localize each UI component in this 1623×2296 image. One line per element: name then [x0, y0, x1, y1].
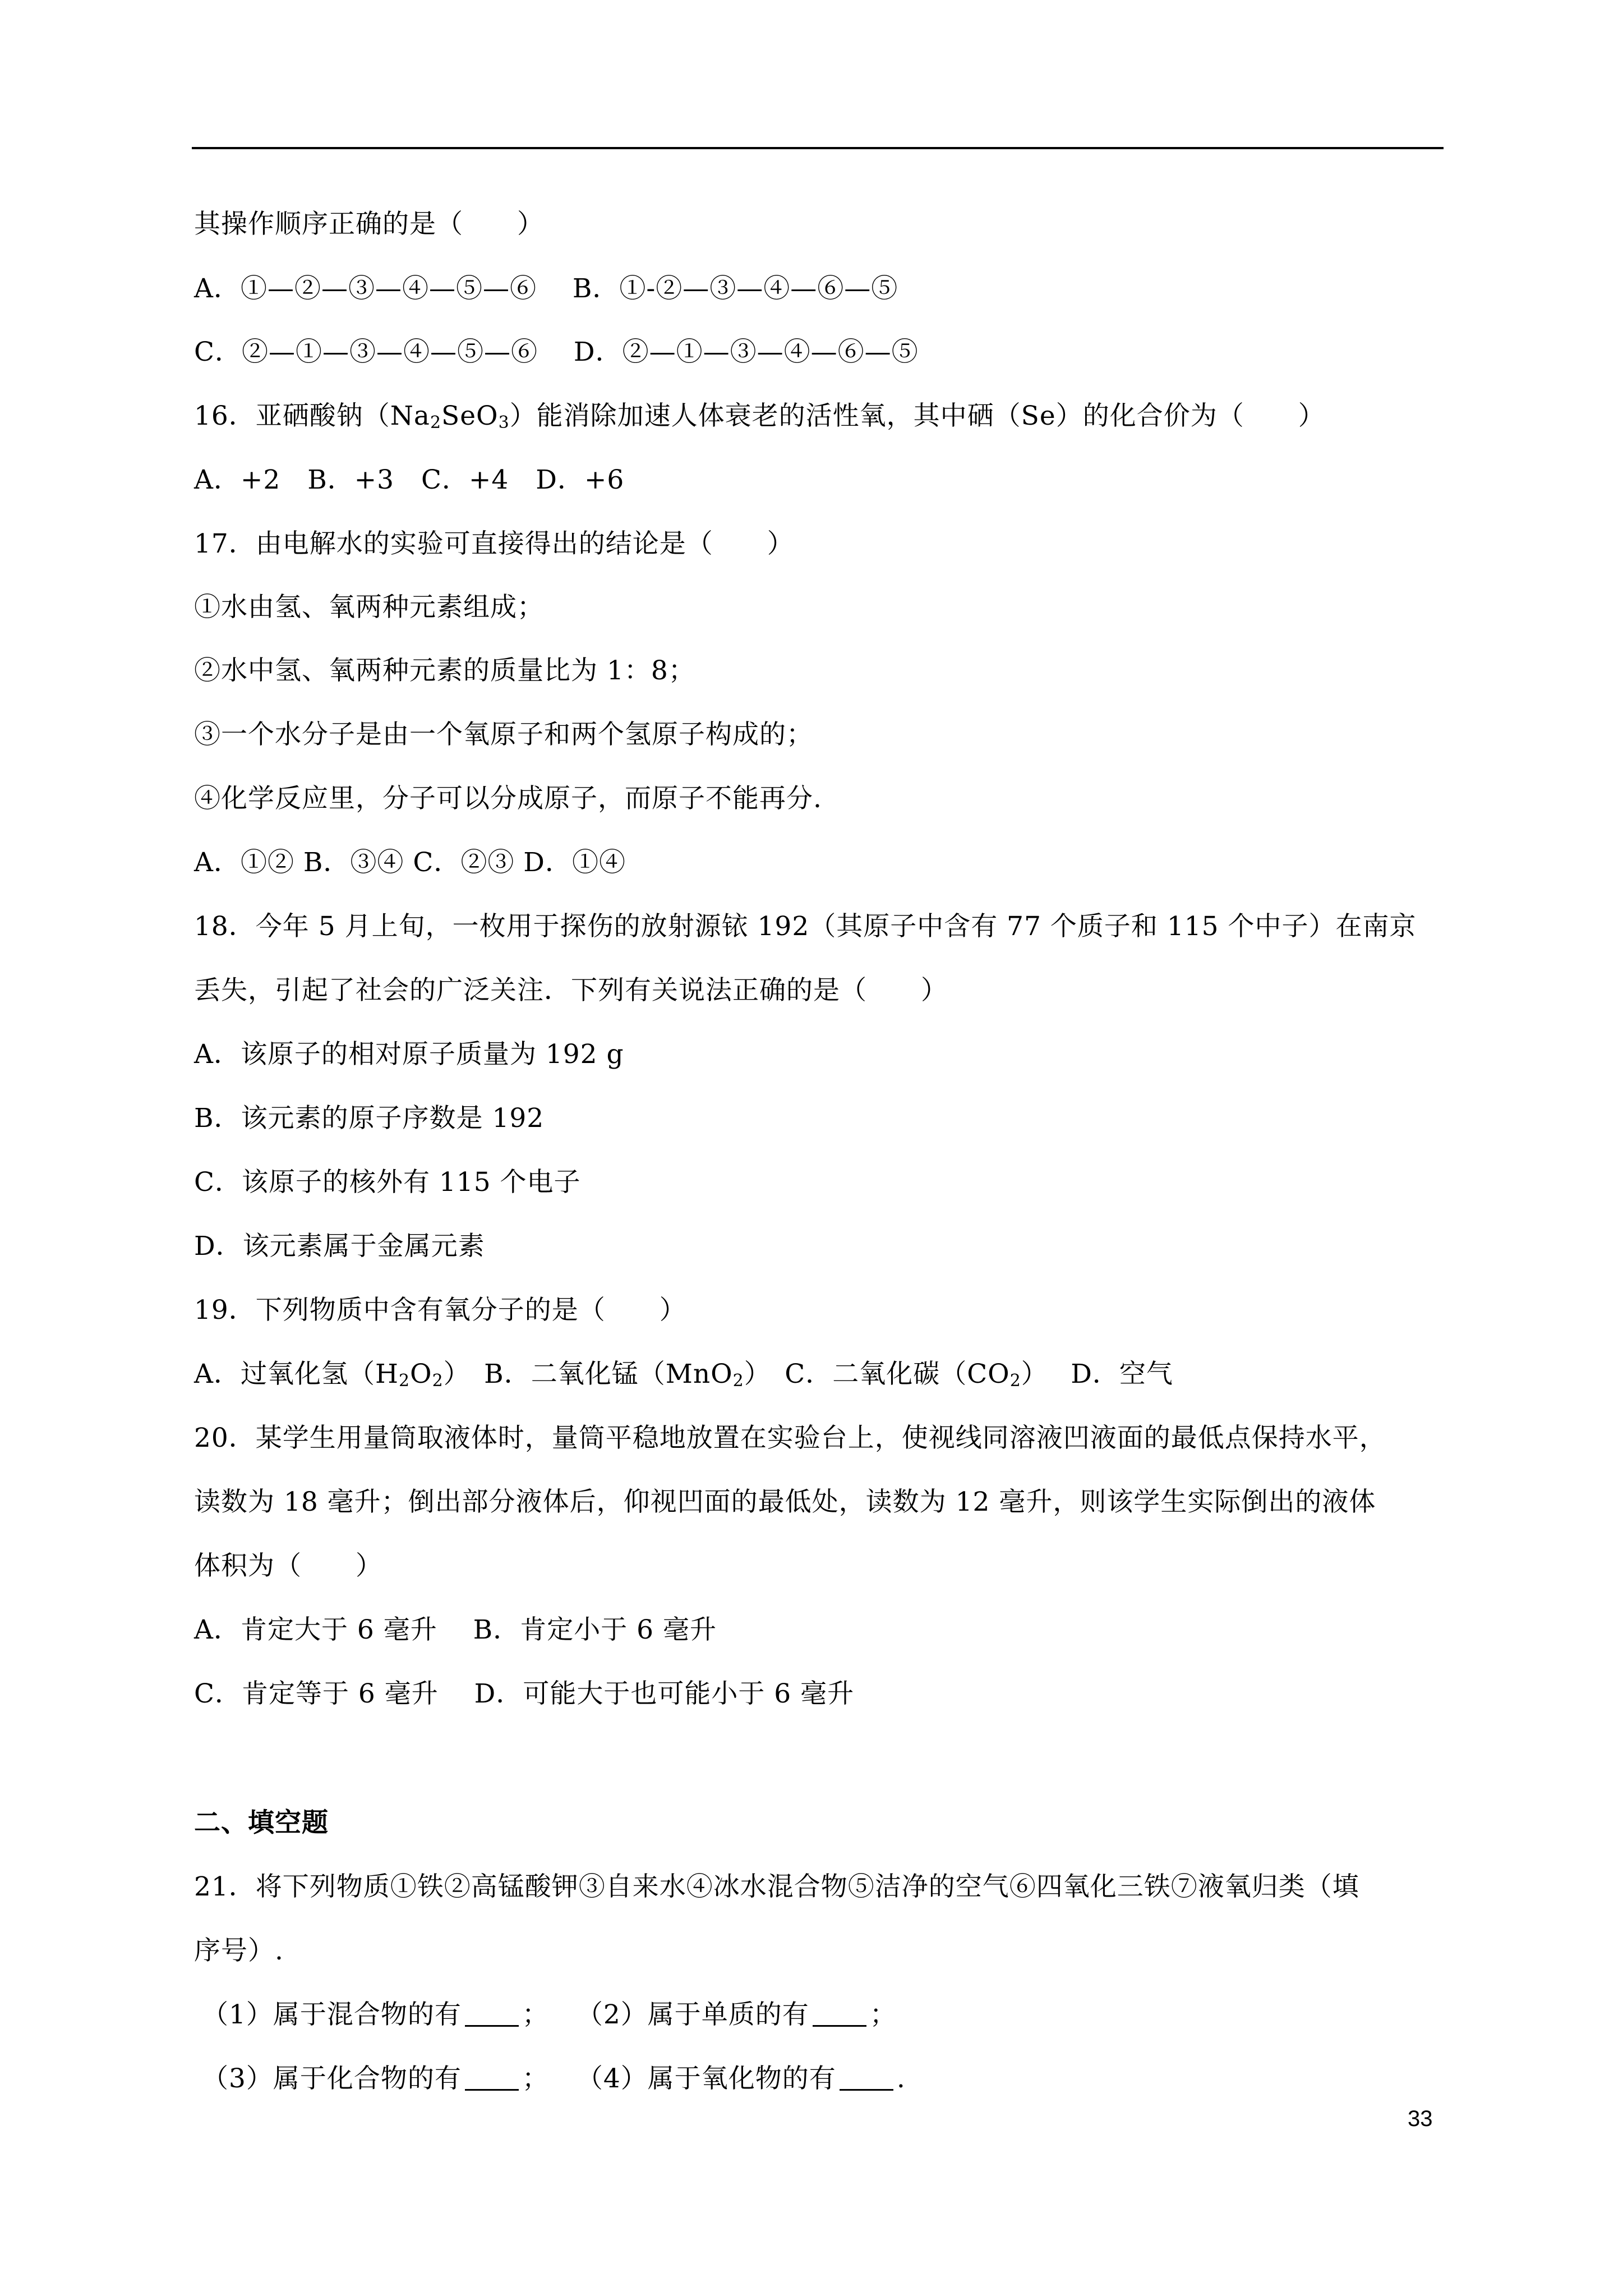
q18-stem-line2: 丢失，引起了社会的广泛关注．下列有关说法正确的是（ ） — [194, 975, 948, 1006]
q18-option-d: D．该元素属于金属元素 — [194, 1231, 485, 1262]
q17-options: A．①② B．③④ C．②③ D．①④ — [194, 847, 626, 878]
q21-parts-3-4: （3）属于化合物的有 ； （4）属于氧化物的有 . — [202, 2063, 906, 2094]
q16-stem: 16．亚硒酸钠$(Na_2SeO_3)$能消除加速人体衰老的活性氧，其中硒（Se）的化合价为（ ） — [194, 401, 1325, 432]
q19-options: A．过氧化氢$(H_2O_2)$ B．二氧化锰（MnO$_2$） C．二氧化碳$(CO_2)$ D．空气 — [194, 1359, 1173, 1391]
q15-options-ab: A．①—②—③—④—⑤—⑥ B．①-②—③—④—⑥—⑤ — [194, 273, 898, 304]
answer-blank[interactable] — [465, 2064, 519, 2091]
q20-stem-line3: 体积为（ ） — [194, 1550, 382, 1581]
answer-blank[interactable] — [465, 2000, 519, 2027]
q18-option-b: B．该元素的原子序数是 192 — [194, 1103, 545, 1134]
q20-stem-line2: 读数为 18 毫升；倒出部分液体后，仰视凹面的最低处，读数为 12 毫升，则该学生实际倒出的液体 — [194, 1487, 1376, 1517]
q20-stem-line1: 20．某学生用量筒取液体时，量筒平稳地放置在实验台上，使视线同溶液凹液面的最低点保持水平， — [194, 1423, 1386, 1453]
q15-options-cd: C．②—①—③—④—⑤—⑥ D．②—①—③—④—⑥—⑤ — [194, 337, 919, 367]
q20-options-ab: A．肯定大于 6 毫升 B．肯定小于 6 毫升 — [194, 1614, 717, 1645]
q17-statement-4: ④化学反应里，分子可以分成原子，而原子不能再分. — [194, 783, 822, 814]
q17-stem: 17．由电解水的实验可直接得出的结论是（ ） — [194, 528, 794, 559]
q18-stem-line1: 18．今年 5 月上旬，一枚用于探伤的放射源铱 192（其原子中含有 77 个质子和 115 个中子）在南京 — [194, 911, 1417, 942]
header-rule — [192, 147, 1444, 149]
answer-blank[interactable] — [840, 2064, 893, 2091]
q21-stem-line1: 21．将下列物质①铁②高锰酸钾③自来水④冰水混合物⑤洁净的空气⑥四氧化三铁⑦液氧归类（填 — [194, 1871, 1359, 1902]
section-heading-fill-in: 二、填空题 — [194, 1807, 329, 1838]
q18-option-a: A．该原子的相对原子质量为 192 g — [194, 1039, 624, 1070]
q17-statement-2: ②水中氢、氧两种元素的质量比为 1：8； — [194, 655, 695, 686]
q19-stem: 19．下列物质中含有氧分子的是（ ） — [194, 1295, 686, 1326]
q21-stem-line2: 序号）. — [194, 1935, 284, 1966]
q20-options-cd: C．肯定等于 6 毫升 D．可能大于也可能小于 6 毫升 — [194, 1678, 855, 1709]
q16-options: A．+2 B．+3 C．+4 D．+6 — [194, 464, 625, 495]
page-number: 33 — [1408, 2106, 1433, 2131]
q18-option-c: C．该原子的核外有 115 个电子 — [194, 1167, 581, 1198]
q17-statement-3: ③一个水分子是由一个氧原子和两个氢原子构成的； — [194, 719, 813, 750]
q21-parts-1-2: （1）属于混合物的有 ； （2）属于单质的有 ； — [202, 1999, 897, 2030]
q17-statement-1: ①水由氢、氧两种元素组成； — [194, 592, 544, 623]
answer-blank[interactable] — [813, 2000, 866, 2027]
q15-stem: 其操作顺序正确的是（ ） — [194, 209, 544, 240]
